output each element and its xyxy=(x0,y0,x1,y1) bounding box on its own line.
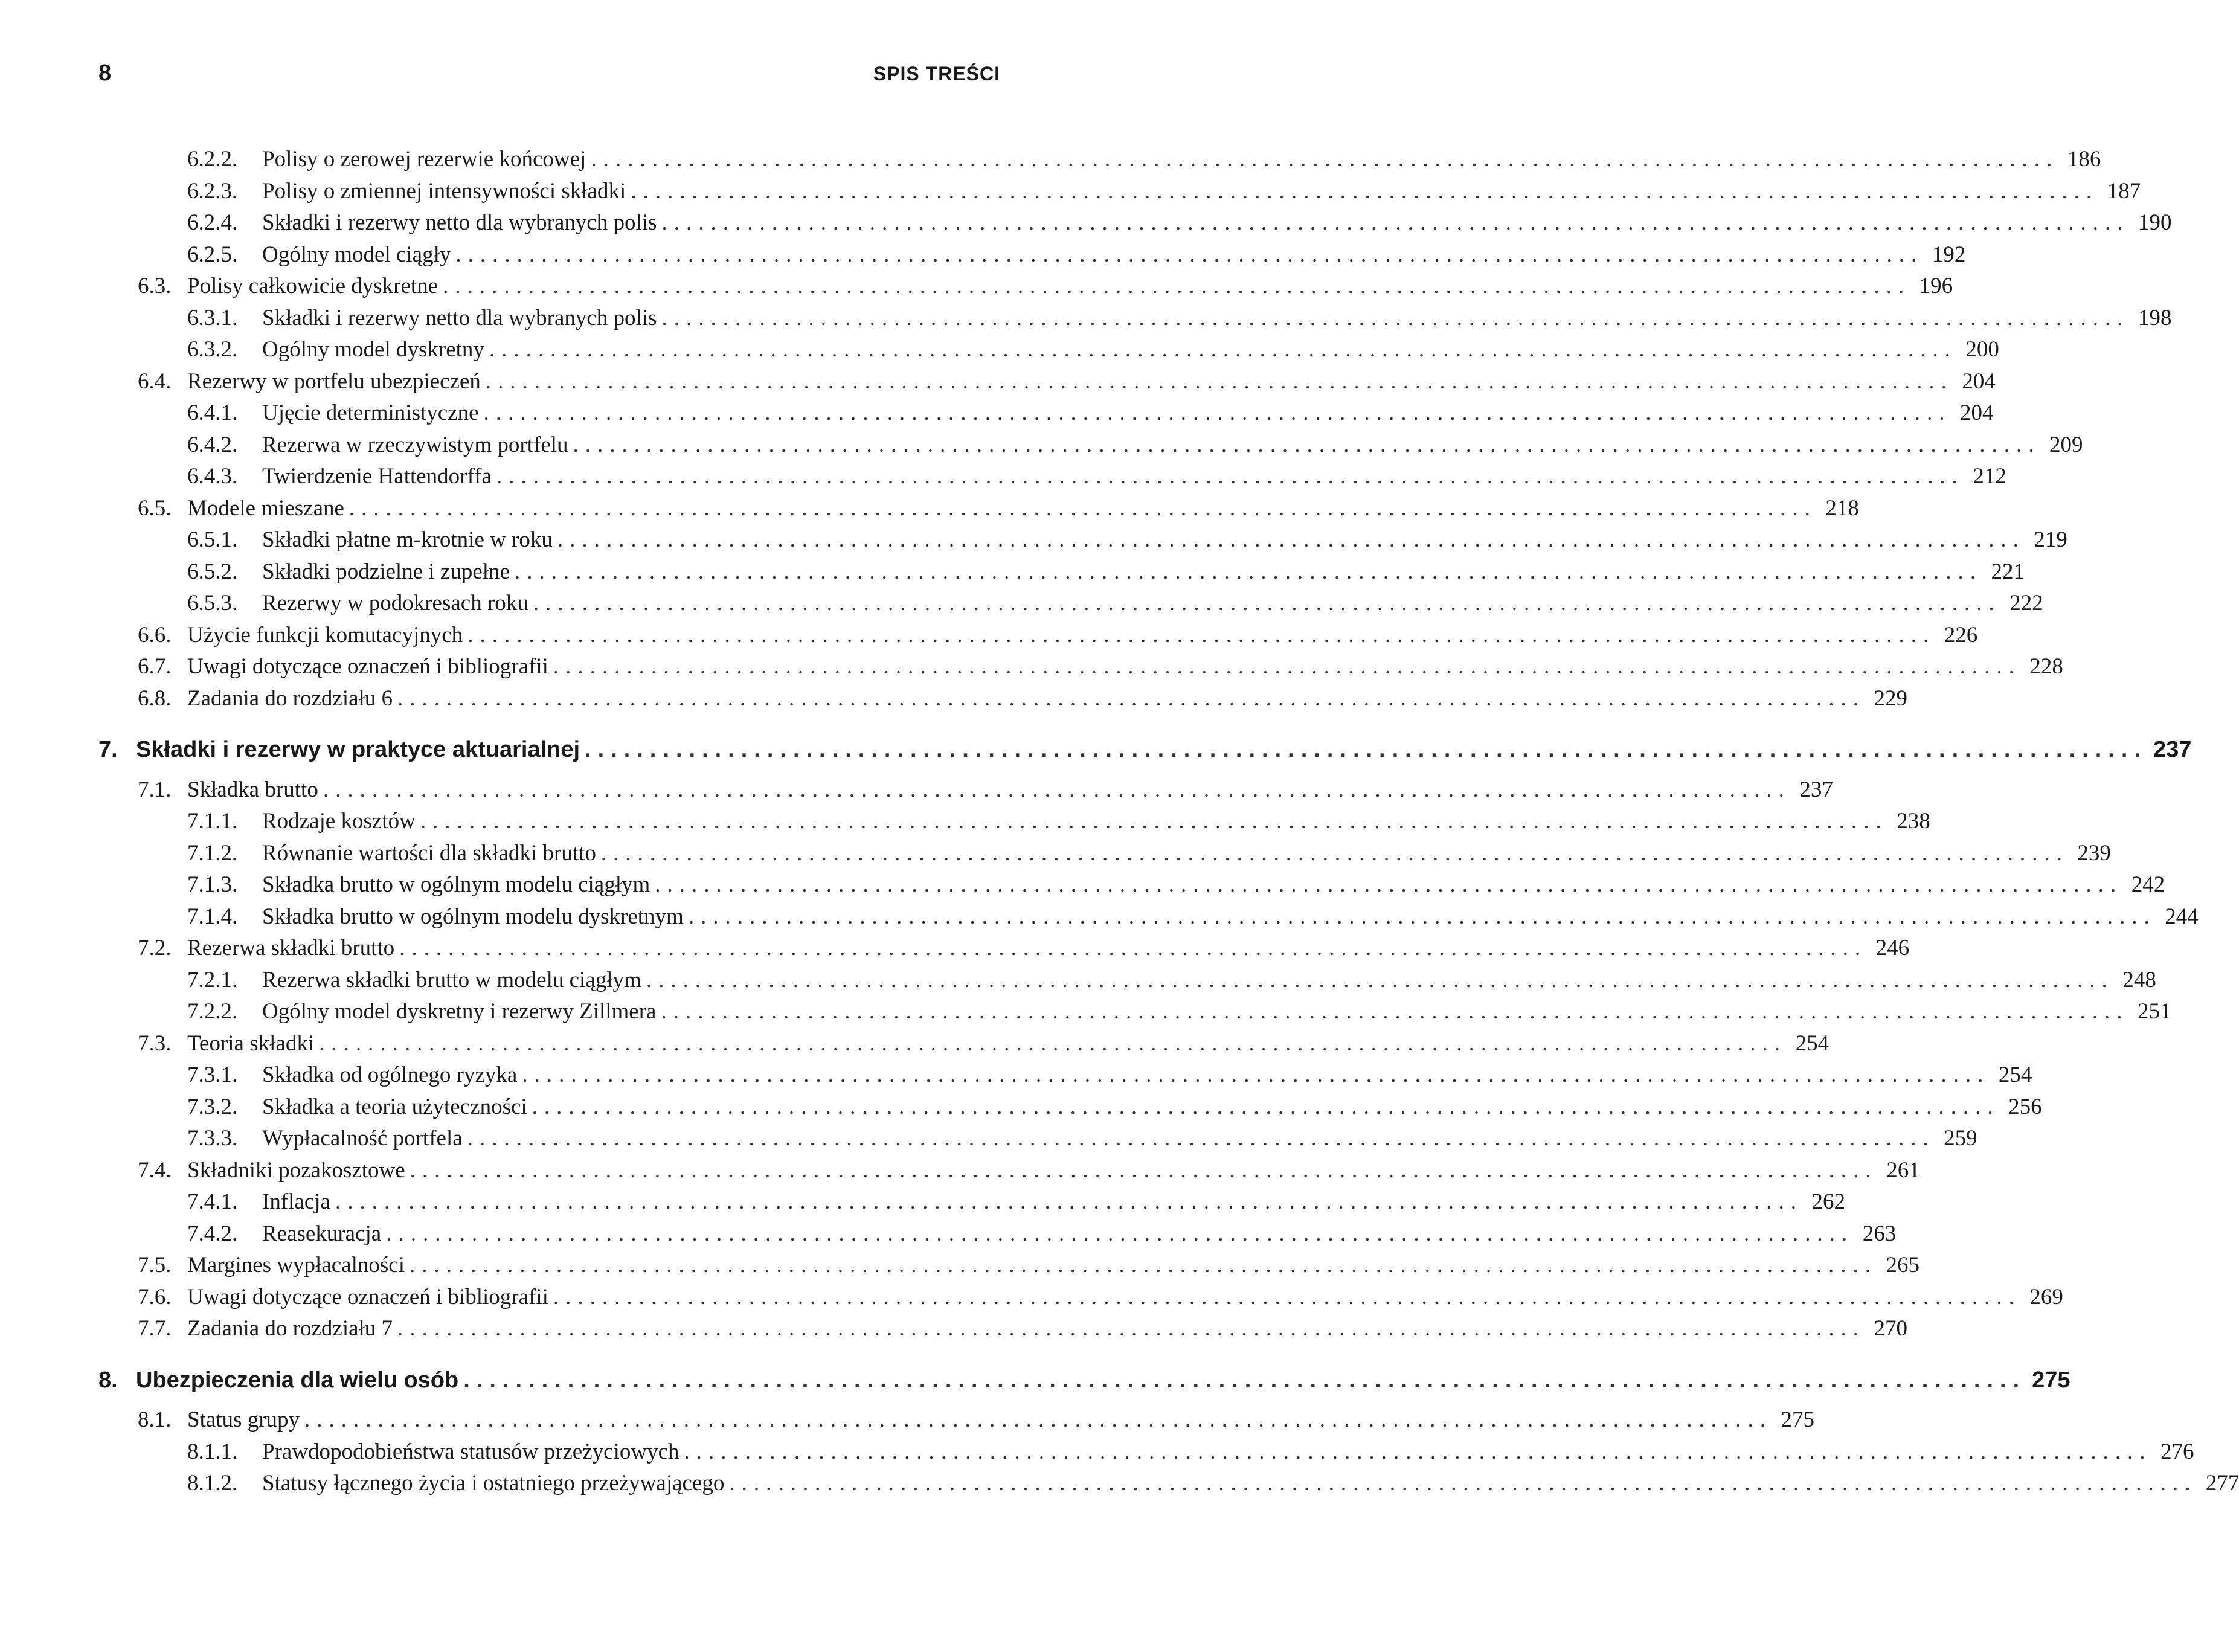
toc-entry-page: 251 xyxy=(2137,999,2171,1024)
dot-leader: ........................................................................................................................ xyxy=(532,1094,2000,1119)
dot-leader: ........................................................................................................................ xyxy=(661,305,2130,330)
dot-leader: ........................................................................................................................ xyxy=(585,737,2147,762)
toc-section-entry xyxy=(138,651,2063,683)
toc-entry-page: 198 xyxy=(2138,305,2172,330)
toc-section-entry xyxy=(138,493,1859,524)
toc-section-entry xyxy=(138,1282,2063,1313)
dot-leader: ........................................................................................................................ xyxy=(467,1126,1935,1151)
toc-entry-page: 237 xyxy=(2153,737,2192,762)
toc-entry-page: 259 xyxy=(1944,1126,1977,1151)
toc-entry-title: Rodzaje kosztów xyxy=(262,809,416,834)
dot-leader: ........................................................................................................................ xyxy=(443,274,1911,298)
dot-leader: ........................................................................................................................ xyxy=(729,1471,2197,1496)
dot-leader: ........................................................................................................................ xyxy=(553,1284,2021,1310)
toc-entry-title: Składki i rezerwy netto dla wybranych polis xyxy=(262,305,657,330)
toc-entry-title: Składka brutto w ogólnym modelu dyskretnym xyxy=(262,904,684,929)
toc-section-entry xyxy=(138,1313,1908,1345)
toc-entry-page: 256 xyxy=(2008,1094,2042,1119)
toc-entry-page: 212 xyxy=(1973,464,2006,489)
toc-entry-number: 6.2.2. xyxy=(187,147,238,172)
toc-entry-number: 8. xyxy=(98,1367,118,1393)
dot-leader: ........................................................................................................................ xyxy=(304,1407,1773,1432)
toc-entry-title: Polisy całkowicie dyskretne xyxy=(187,274,438,298)
toc-section-entry xyxy=(138,774,1833,806)
toc-entry-number: 7.1.2. xyxy=(187,840,238,866)
dot-leader: ........................................................................................................................ xyxy=(661,210,2130,235)
toc-entry-title: Rezerwa w rzeczywistym portfelu xyxy=(262,432,568,457)
toc-entry-number: 6.2.5. xyxy=(187,242,238,267)
dot-leader: ........................................................................................................................ xyxy=(463,1367,2026,1393)
toc-entry-title: Inflacja xyxy=(262,1189,330,1214)
dot-leader: ........................................................................................................................ xyxy=(386,1221,1854,1246)
toc-entry-page: 275 xyxy=(1781,1407,1815,1432)
toc-entry-page: 190 xyxy=(2138,210,2172,235)
toc-entry-number: 6.3. xyxy=(138,274,172,298)
toc-entry-title: Rezerwa składki brutto w modelu ciągłym xyxy=(262,967,641,992)
toc-entry-number: 6.4.1. xyxy=(187,400,238,425)
toc-entry-title: Składki i rezerwy w praktyce aktuarialnej xyxy=(136,737,580,762)
toc-entry-title: Równanie wartości dla składki brutto xyxy=(262,840,596,866)
toc-entry-number: 7.2. xyxy=(138,936,172,960)
toc-entry-title: Zadania do rozdziału 7 xyxy=(187,1316,393,1341)
toc-subsection-entry xyxy=(187,144,2101,175)
toc-entry-page: 226 xyxy=(1944,622,1978,648)
toc-entry-number: 6.3.2. xyxy=(187,337,238,362)
toc-subsection-entry xyxy=(187,965,2156,996)
toc-entry-page: 187 xyxy=(2107,178,2141,204)
toc-entry-page: 246 xyxy=(1875,936,1910,960)
toc-entry-page: 270 xyxy=(1874,1316,1908,1341)
toc-entry-title: Modele mieszane xyxy=(187,495,344,521)
dot-leader: ........................................................................................................................ xyxy=(410,1157,1878,1183)
toc-entry-title: Rezerwa składki brutto xyxy=(187,936,395,960)
toc-entry-title: Zadania do rozdziału 6 xyxy=(187,686,393,711)
toc-entry-page: 275 xyxy=(2032,1367,2070,1393)
toc-subsection-entry xyxy=(187,901,2199,933)
dot-leader: ........................................................................................................................ xyxy=(319,1030,1787,1056)
toc-entry-number: 7.4.2. xyxy=(187,1221,238,1246)
toc-entry-page: 204 xyxy=(1962,368,1996,394)
toc-entry-title: Składniki pozakosztowe xyxy=(187,1157,405,1183)
toc-entry-page: 219 xyxy=(2034,527,2067,552)
toc-entry-page: 204 xyxy=(1960,400,1994,425)
toc-entry-page: 254 xyxy=(1795,1030,1829,1056)
toc-subsection-entry xyxy=(187,996,2171,1027)
toc-entry-title: Ujęcie deterministyczne xyxy=(262,400,479,425)
toc-entry-page: 196 xyxy=(1919,274,1953,298)
dot-leader: ........................................................................................................................ xyxy=(485,368,1953,394)
dot-leader: ........................................................................................................................ xyxy=(397,1316,1866,1341)
toc-section-entry xyxy=(138,1155,1920,1186)
dot-leader: ........................................................................................................................ xyxy=(573,432,2041,457)
toc-entry-number: 7.4.1. xyxy=(187,1189,238,1214)
dot-leader: ........................................................................................................................ xyxy=(420,809,1888,834)
toc-subsection-entry xyxy=(187,1123,1977,1154)
toc-entry-page: 200 xyxy=(1965,337,1999,362)
toc-entry-title: Składka od ogólnego ryzyka xyxy=(262,1062,518,1087)
toc-entry-page: 237 xyxy=(1799,777,1833,802)
dot-leader: ........................................................................................................................ xyxy=(489,337,1957,362)
toc-entry-title: Ogólny model ciągły xyxy=(262,242,451,267)
dot-leader: ........................................................................................................................ xyxy=(553,654,2021,679)
toc-entry-title: Ubezpieczenia dla wielu osób xyxy=(136,1367,459,1393)
toc-entry-page: 265 xyxy=(1886,1253,1919,1278)
dot-leader: ........................................................................................................................ xyxy=(514,559,1982,584)
dot-leader: ........................................................................................................................ xyxy=(646,967,2114,992)
toc-entry-number: 7.3.1. xyxy=(187,1062,238,1087)
dot-leader: ........................................................................................................................ xyxy=(557,527,2025,552)
toc-entry-number: 7.3.2. xyxy=(187,1094,238,1119)
toc-entry-number: 7.2.2. xyxy=(187,999,238,1024)
toc-subsection-entry xyxy=(187,461,2006,492)
toc-entry-page: 218 xyxy=(1825,495,1859,521)
dot-leader: ........................................................................................................................ xyxy=(522,1062,1990,1087)
toc-entry-number: 6.5. xyxy=(138,495,172,521)
toc-subsection-entry xyxy=(187,176,2141,207)
dot-leader: ........................................................................................................................ xyxy=(661,999,2129,1024)
toc-entry-number: 8.1.1. xyxy=(187,1439,238,1464)
toc-subsection-entry xyxy=(187,556,2025,588)
toc-entry-number: 7.5. xyxy=(138,1253,172,1278)
toc-subsection-entry xyxy=(187,1436,2194,1468)
dot-leader: ........................................................................................................................ xyxy=(467,622,1936,648)
toc-subsection-entry xyxy=(187,838,2111,869)
toc-entry-title: Rezerwy w portfelu ubezpieczeń xyxy=(187,368,481,394)
toc-entry-page: 263 xyxy=(1862,1221,1897,1246)
dot-leader: ........................................................................................................................ xyxy=(533,591,2001,615)
dot-leader: ........................................................................................................................ xyxy=(323,777,1791,802)
dot-leader: ........................................................................................................................ xyxy=(688,904,2156,929)
toc-section-entry xyxy=(138,620,1978,651)
dot-leader: ........................................................................................................................ xyxy=(591,147,2059,172)
toc-entry-title: Status grupy xyxy=(187,1407,300,1432)
toc-subsection-entry xyxy=(187,524,2067,556)
toc-subsection-entry xyxy=(187,1218,1897,1250)
toc-entry-page: 277 xyxy=(2205,1471,2239,1496)
toc-entry-number: 6.5.3. xyxy=(187,591,238,615)
toc-entry-number: 7.1. xyxy=(138,777,172,802)
toc-entry-title: Wypłacalność portfela xyxy=(262,1126,463,1151)
dot-leader: ........................................................................................................................ xyxy=(600,840,2069,866)
toc-subsection-entry xyxy=(187,303,2172,334)
toc-entry-number: 7.1.4. xyxy=(187,904,238,929)
toc-section-entry xyxy=(138,271,1953,302)
toc-entry-title: Ogólny model dyskretny i rezerwy Zillmera xyxy=(262,999,657,1024)
toc-entry-page: 222 xyxy=(2009,591,2043,615)
toc-entry-page: 276 xyxy=(2160,1439,2194,1464)
toc-entry-number: 7.6. xyxy=(138,1284,172,1310)
toc-entry-number: 6.2.3. xyxy=(187,178,238,204)
toc-entry-title: Składka brutto w ogólnym modelu ciągłym xyxy=(262,872,650,897)
toc-subsection-entry xyxy=(187,429,2083,461)
toc-entry-title: Polisy o zerowej rezerwie końcowej xyxy=(262,147,586,172)
toc-entry-number: 6.3.1. xyxy=(187,305,238,330)
toc-entry-page: 228 xyxy=(2029,654,2063,679)
toc-entry-number: 7.3.3. xyxy=(187,1126,238,1151)
toc-entry-title: Składki płatne m-krotnie w roku xyxy=(262,527,553,552)
toc-entry-number: 6.6. xyxy=(138,622,172,648)
toc-section-entry xyxy=(138,683,1908,715)
toc-entry-title: Składki podzielne i zupełne xyxy=(262,559,510,584)
toc-subsection-entry xyxy=(187,239,1966,271)
dot-leader: ........................................................................................................................ xyxy=(397,686,1866,711)
toc-section-entry xyxy=(138,1404,1815,1436)
toc-section-entry xyxy=(138,1028,1829,1059)
toc-entry-number: 6.5.2. xyxy=(187,559,238,584)
toc-entry-page: 239 xyxy=(2077,840,2111,866)
toc-entry-number: 6.4. xyxy=(138,368,172,394)
toc-entry-number: 7.4. xyxy=(138,1157,172,1183)
toc-entry-title: Prawdopodobieństwa statusów przeżyciowych xyxy=(262,1439,679,1464)
toc-entry-number: 6.4.2. xyxy=(187,432,238,457)
page-number: 8 xyxy=(98,60,112,86)
dot-leader: ........................................................................................................................ xyxy=(349,495,1817,521)
toc-entry-title: Ogólny model dyskretny xyxy=(262,337,484,362)
toc-entry-page: 244 xyxy=(2165,904,2199,929)
toc-entry-number: 8.1.2. xyxy=(187,1471,238,1496)
toc-subsection-entry xyxy=(187,334,1999,365)
dot-leader: ........................................................................................................................ xyxy=(335,1189,1803,1214)
toc-entry-title: Twierdzenie Hattendorffa xyxy=(262,464,492,489)
toc-entry-number: 7.1.1. xyxy=(187,809,238,834)
toc-entry-title: Polisy o zmiennej intensywności składki xyxy=(262,178,626,204)
toc-subsection-entry xyxy=(187,869,2165,901)
dot-leader: ........................................................................................................................ xyxy=(655,872,2123,897)
toc-entry-number: 7. xyxy=(98,737,118,762)
toc-section-entry xyxy=(138,366,1996,397)
toc-entry-title: Reasekuracja xyxy=(262,1221,382,1246)
running-header: SPIS TREŚCI xyxy=(873,63,1000,85)
toc-subsection-entry xyxy=(187,806,1930,837)
toc-subsection-entry xyxy=(187,588,2043,619)
toc-entry-title: Użycie funkcji komutacyjnych xyxy=(187,622,463,648)
toc-entry-number: 6.7. xyxy=(138,654,172,679)
toc-subsection-entry xyxy=(187,1091,2042,1123)
toc-entry-title: Uwagi dotyczące oznaczeń i bibliografii xyxy=(187,1284,548,1310)
toc-subsection-entry xyxy=(187,1468,2239,1499)
toc-entry-page: 238 xyxy=(1897,809,1930,834)
toc-section-entry xyxy=(138,933,1910,964)
toc-subsection-entry xyxy=(187,1186,1845,1218)
toc-entry-number: 6.8. xyxy=(138,686,172,711)
dot-leader: ........................................................................................................................ xyxy=(399,936,1868,960)
toc-entry-page: 262 xyxy=(1811,1189,1845,1214)
toc-entry-page: 248 xyxy=(2122,967,2156,992)
toc-entry-title: Uwagi dotyczące oznaczeń i bibliografii xyxy=(187,654,548,679)
toc-entry-number: 6.2.4. xyxy=(187,210,238,235)
toc-entry-number: 7.7. xyxy=(138,1316,172,1341)
toc-entry-page: 229 xyxy=(1874,686,1908,711)
toc-entry-page: 269 xyxy=(2029,1284,2063,1310)
dot-leader: ........................................................................................................................ xyxy=(496,464,1964,489)
dot-leader: ........................................................................................................................ xyxy=(455,242,1924,267)
toc-entry-number: 6.5.1. xyxy=(187,527,238,552)
toc-chapter-entry xyxy=(98,1362,2070,1398)
toc-entry-title: Rezerwy w podokresach roku xyxy=(262,591,528,615)
dot-leader: ........................................................................................................................ xyxy=(409,1253,1877,1278)
toc-entry-page: 186 xyxy=(2067,147,2101,172)
toc-entry-page: 209 xyxy=(2049,432,2083,457)
toc-entry-number: 6.4.3. xyxy=(187,464,238,489)
toc-entry-page: 192 xyxy=(1932,242,1966,267)
toc-subsection-entry xyxy=(187,397,1994,429)
dot-leader: ........................................................................................................................ xyxy=(684,1439,2152,1464)
dot-leader: ........................................................................................................................ xyxy=(483,400,1951,425)
toc-entry-number: 7.2.1. xyxy=(187,967,238,992)
toc-section-entry xyxy=(138,1250,1919,1281)
toc-entry-title: Składki i rezerwy netto dla wybranych polis xyxy=(262,210,657,235)
toc-entry-number: 7.3. xyxy=(138,1030,172,1056)
toc-entry-title: Margines wypłacalności xyxy=(187,1253,405,1278)
toc-entry-page: 261 xyxy=(1886,1157,1920,1183)
toc-entry-page: 221 xyxy=(1991,559,2025,584)
toc-entry-number: 8.1. xyxy=(138,1407,172,1432)
toc-entry-title: Teoria składki xyxy=(187,1030,315,1056)
toc-subsection-entry xyxy=(187,207,2172,239)
toc-entry-page: 242 xyxy=(2131,872,2165,897)
toc-entry-number: 7.1.3. xyxy=(187,872,238,897)
toc-entry-title: Statusy łącznego życia i ostatniego przeżywającego xyxy=(262,1471,725,1496)
dot-leader: ........................................................................................................................ xyxy=(631,178,2099,204)
toc-chapter-entry xyxy=(98,731,2192,768)
toc-entry-page: 254 xyxy=(1998,1062,2032,1087)
toc-entry-title: Składka brutto xyxy=(187,777,318,802)
toc-subsection-entry xyxy=(187,1059,2032,1091)
toc-entry-title: Składka a teoria użyteczności xyxy=(262,1094,527,1119)
